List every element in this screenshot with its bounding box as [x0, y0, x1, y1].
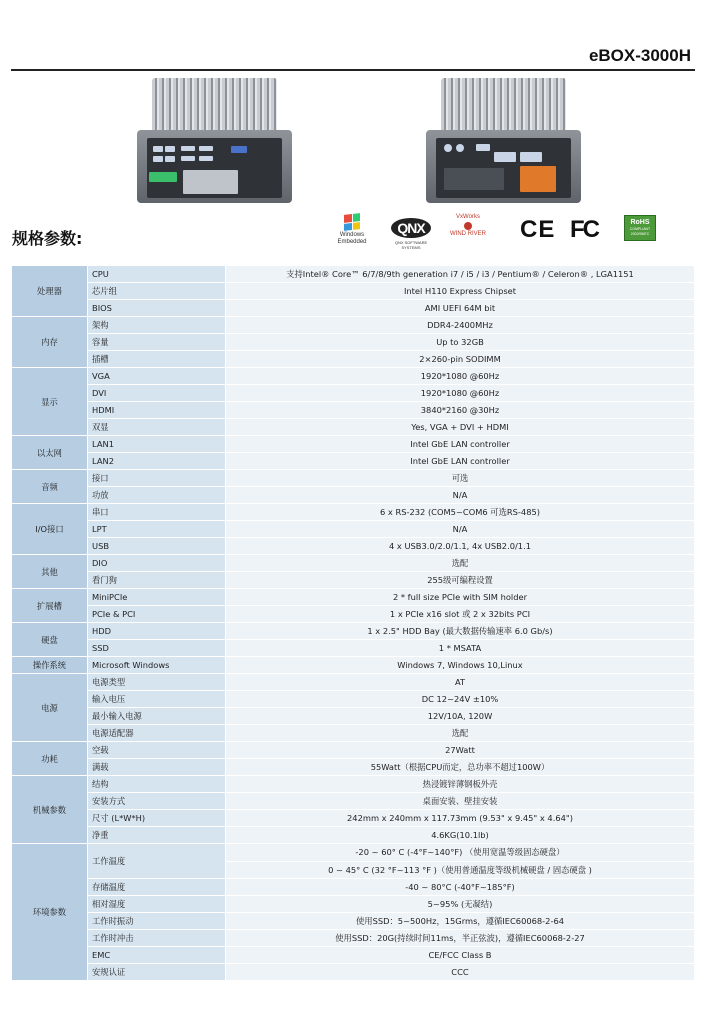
spec-item: 结构	[88, 776, 226, 793]
spec-category: 以太网	[12, 436, 88, 470]
certification-logos	[334, 212, 664, 248]
spec-value: AT	[226, 674, 695, 691]
spec-value: DDR4-2400MHz	[226, 317, 695, 334]
spec-value: Yes, VGA + DVI + HDMI	[226, 419, 695, 436]
spec-value	[226, 844, 695, 879]
spec-value: CCC	[226, 964, 695, 981]
spec-item: BIOS	[88, 300, 226, 317]
spec-category: 机械参数	[12, 776, 88, 844]
table-row	[12, 725, 695, 742]
spec-item: USB	[88, 538, 226, 555]
qnx-logo: QNX QNX SOFTWARE SYSTEMS	[386, 218, 436, 250]
table-row	[12, 266, 695, 283]
spec-item: 工作时冲击	[88, 930, 226, 947]
spec-value: AMI UEFI 64M bit	[226, 300, 695, 317]
spec-item: 尺寸 (L*W*H)	[88, 810, 226, 827]
spec-category: 环境参数	[12, 844, 88, 981]
spec-item: 工作时振动	[88, 913, 226, 930]
spec-category: 显示	[12, 368, 88, 436]
spec-item: 存储温度	[88, 879, 226, 896]
spec-item: VGA	[88, 368, 226, 385]
spec-value: 4 x USB3.0/2.0/1.1, 4x USB2.0/1.1	[226, 538, 695, 555]
table-row	[12, 913, 695, 930]
spec-value: CE/FCC Class B	[226, 947, 695, 964]
spec-value: Intel GbE LAN controller	[226, 453, 695, 470]
spec-category: 处理器	[12, 266, 88, 317]
spec-item: LAN2	[88, 453, 226, 470]
spec-item: EMC	[88, 947, 226, 964]
table-row	[12, 879, 695, 896]
windows-embedded-logo: Windows Embedded	[334, 212, 370, 245]
spec-value: N/A	[226, 487, 695, 504]
spec-value: 可选	[226, 470, 695, 487]
spec-value: 1920*1080 @60Hz	[226, 385, 695, 402]
table-row	[12, 351, 695, 368]
table-row	[12, 640, 695, 657]
spec-category: 硬盘	[12, 623, 88, 657]
table-row	[12, 368, 695, 385]
windriver-logo: VxWorks WIND RIVER	[450, 214, 486, 238]
spec-item: 容量	[88, 334, 226, 351]
spec-item: 安装方式	[88, 793, 226, 810]
table-row	[12, 930, 695, 947]
spec-value: 选配	[226, 555, 695, 572]
spec-item: HDMI	[88, 402, 226, 419]
spec-value: 1 x 2.5" HDD Bay (最大数据传输速率 6.0 Gb/s)	[226, 623, 695, 640]
spec-value: 1 x PCIe x16 slot 或 2 x 32bits PCI	[226, 606, 695, 623]
ce-mark-logo: CE	[520, 216, 556, 243]
spec-item: 输入电压	[88, 691, 226, 708]
spec-item: 芯片组	[88, 283, 226, 300]
spec-item: 相对湿度	[88, 896, 226, 913]
table-row	[12, 470, 695, 487]
spec-value: 使用SSD：5~500Hz，15Grms，遵循IEC60068-2-64	[226, 913, 695, 930]
spec-item: 电源类型	[88, 674, 226, 691]
spec-category: I/O接口	[12, 504, 88, 555]
spec-item: 双显	[88, 419, 226, 436]
spec-category: 功耗	[12, 742, 88, 776]
rohs-logo: RoHS COMPLIANT 2002/95/EC	[624, 215, 656, 241]
spec-value: 12V/10A, 120W	[226, 708, 695, 725]
spec-value: 242mm x 240mm x 117.73mm (9.53" x 9.45" x 4.64")	[226, 810, 695, 827]
spec-item: MiniPCIe	[88, 589, 226, 606]
table-row	[12, 419, 695, 436]
table-row	[12, 776, 695, 793]
spec-item: CPU	[88, 266, 226, 283]
spec-value: 热浸镀锌薄钢板外壳	[226, 776, 695, 793]
table-row	[12, 827, 695, 844]
spec-category: 扩展槽	[12, 589, 88, 623]
spec-item: 看门狗	[88, 572, 226, 589]
table-row	[12, 708, 695, 725]
table-row	[12, 453, 695, 470]
table-row	[12, 521, 695, 538]
table-row	[12, 606, 695, 623]
table-row	[12, 283, 695, 300]
spec-category: 其他	[12, 555, 88, 589]
spec-value: 选配	[226, 725, 695, 742]
spec-item: SSD	[88, 640, 226, 657]
spec-value: 2×260-pin SODIMM	[226, 351, 695, 368]
spec-value: 1920*1080 @60Hz	[226, 368, 695, 385]
table-row	[12, 844, 695, 879]
spec-item: Microsoft Windows	[88, 657, 226, 674]
table-row	[12, 623, 695, 640]
spec-item: 串口	[88, 504, 226, 521]
spec-category: 音频	[12, 470, 88, 504]
spec-item: DVI	[88, 385, 226, 402]
spec-table	[11, 265, 695, 981]
spec-item: 工作温度	[88, 844, 226, 879]
spec-item: 功放	[88, 487, 226, 504]
table-row	[12, 504, 695, 521]
spec-value: 5~95% (无凝结)	[226, 896, 695, 913]
spec-value: 4.6KG(10.1lb)	[226, 827, 695, 844]
product-back-image	[426, 78, 581, 203]
table-row	[12, 896, 695, 913]
table-row	[12, 691, 695, 708]
spec-item: 插槽	[88, 351, 226, 368]
spec-value: 支持Intel® Core™ 6/7/8/9th generation i7 / i5 / i3 / Pentium® / Celeron® , LGA1151	[226, 266, 695, 283]
spec-value: 27Watt	[226, 742, 695, 759]
spec-value: 6 x RS-232 (COM5~COM6 可选RS-485)	[226, 504, 695, 521]
spec-item: 最小输入电源	[88, 708, 226, 725]
spec-value: -40 ~ 80°C (-40°F~185°F)	[226, 879, 695, 896]
table-row	[12, 810, 695, 827]
table-row	[12, 589, 695, 606]
fcc-logo: FC	[570, 216, 598, 243]
spec-item: 接口	[88, 470, 226, 487]
spec-value: Up to 32GB	[226, 334, 695, 351]
spec-item: 安规认证	[88, 964, 226, 981]
spec-value: DC 12~24V ±10%	[226, 691, 695, 708]
spec-value: 使用SSD：20G(持续时间11ms，半正弦波)，遵循IEC60068-2-27	[226, 930, 695, 947]
model-title: eBOX-3000H	[588, 46, 691, 65]
table-row	[12, 402, 695, 419]
table-row	[12, 572, 695, 589]
table-row	[12, 555, 695, 572]
spec-value: Windows 7, Windows 10,Linux	[226, 657, 695, 674]
product-front-image	[137, 78, 292, 203]
spec-value: 2 * full size PCIe with SIM holder	[226, 589, 695, 606]
table-row	[12, 300, 695, 317]
spec-item: 空载	[88, 742, 226, 759]
table-row	[12, 657, 695, 674]
header-divider	[11, 69, 695, 71]
spec-item: 净重	[88, 827, 226, 844]
table-row	[12, 487, 695, 504]
spec-item: DIO	[88, 555, 226, 572]
spec-category: 内存	[12, 317, 88, 368]
table-row	[12, 674, 695, 691]
spec-section-title: 规格参数:	[12, 229, 83, 248]
spec-value: 3840*2160 @30Hz	[226, 402, 695, 419]
table-row	[12, 964, 695, 981]
table-row	[12, 436, 695, 453]
spec-item: LPT	[88, 521, 226, 538]
table-row	[12, 334, 695, 351]
table-row	[12, 742, 695, 759]
table-row	[12, 947, 695, 964]
spec-item: PCIe & PCI	[88, 606, 226, 623]
table-row	[12, 538, 695, 555]
spec-value-line: -20 ~ 60° C (-4°F~140°F) （使用宽温等级固态硬盘）	[355, 847, 565, 857]
spec-item: 架构	[88, 317, 226, 334]
spec-value: Intel GbE LAN controller	[226, 436, 695, 453]
table-row	[12, 317, 695, 334]
spec-value: Intel H110 Express Chipset	[226, 283, 695, 300]
spec-category: 操作系统	[12, 657, 88, 674]
spec-value: 55Watt（根据CPU而定，总功率不超过100W）	[226, 759, 695, 776]
table-row	[12, 759, 695, 776]
spec-item: 电源适配器	[88, 725, 226, 742]
table-row	[12, 385, 695, 402]
spec-value: 255级可编程设置	[226, 572, 695, 589]
table-row	[12, 793, 695, 810]
spec-item: 满载	[88, 759, 226, 776]
spec-value: 桌面安装、壁挂安装	[226, 793, 695, 810]
spec-item: LAN1	[88, 436, 226, 453]
spec-value-line: 0 ~ 45° C (32 °F~113 °F )（使用普通温度等级机械硬盘 / 固态硬盘 )	[226, 861, 694, 878]
spec-value: N/A	[226, 521, 695, 538]
spec-item: HDD	[88, 623, 226, 640]
spec-category: 电源	[12, 674, 88, 742]
spec-value: 1 * MSATA	[226, 640, 695, 657]
